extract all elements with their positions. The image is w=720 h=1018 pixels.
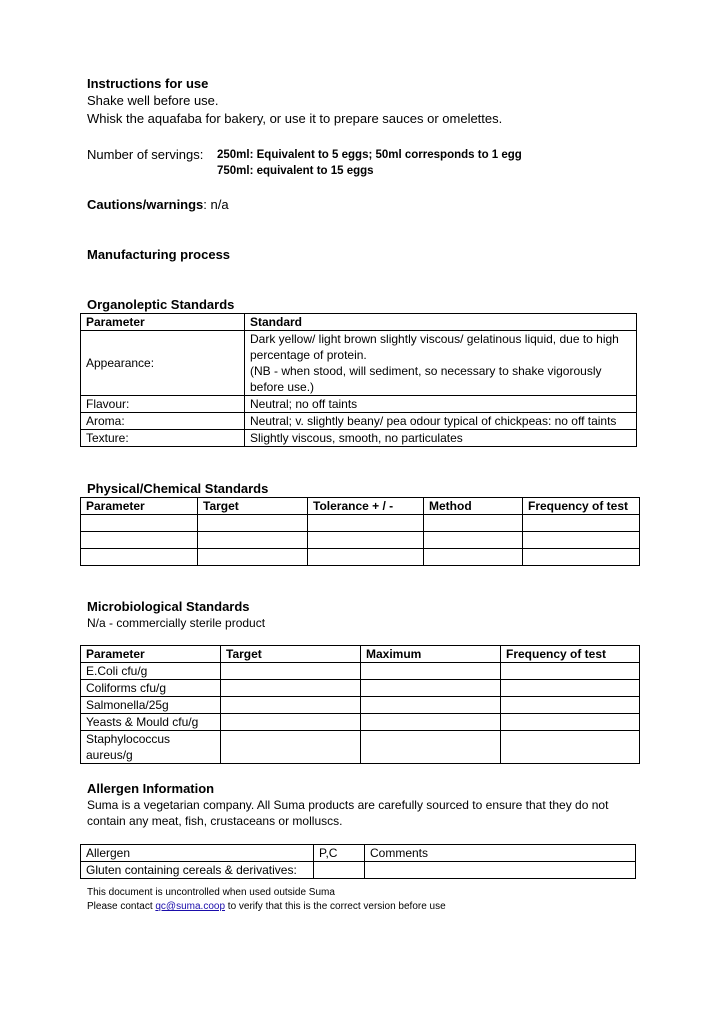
standard-note: (NB - when stood, will sediment, so necessary to shake vigorously before use.) xyxy=(250,364,602,394)
footer-prefix: Please contact xyxy=(87,901,156,912)
parameter-cell: Staphylococcus aureus/g xyxy=(81,731,221,764)
servings-value-750ml: 750ml: equivalent to 15 eggs xyxy=(217,165,374,177)
standard-cell: Neutral; no off taints xyxy=(245,396,637,413)
standard-text: Dark yellow/ light brown slightly viscous/ gelatinous liquid, due to high percentage of protein. xyxy=(250,332,619,362)
column-header: Maximum xyxy=(361,646,501,663)
standard-cell xyxy=(245,331,637,396)
instructions-line-2: Whisk the aquafaba for bakery, or use it to prepare sauces or omelettes. xyxy=(87,111,503,126)
manufacturing-heading: Manufacturing process xyxy=(87,247,231,262)
column-header: Method xyxy=(424,498,523,515)
table-row xyxy=(81,862,636,879)
servings-value-250ml: 250ml: Equivalent to 5 eggs; 50ml corresponds to 1 egg xyxy=(217,149,522,161)
parameter-cell: Yeasts & Mould cfu/g xyxy=(81,714,221,731)
allergen-text: Suma is a vegetarian company. All Suma products are carefully sourced to ensure that they do not contain any meat, fish, crustaceans or molluscs. xyxy=(87,798,609,828)
servings-values xyxy=(217,146,522,179)
physical-heading: Physical/Chemical Standards xyxy=(87,481,269,496)
organoleptic-heading: Organoleptic Standards xyxy=(87,297,235,312)
servings-label: Number of servings: xyxy=(87,147,204,162)
cautions-line xyxy=(87,196,642,214)
parameter-cell: Flavour: xyxy=(81,396,245,413)
parameter-cell: Coliforms cfu/g xyxy=(81,680,221,697)
column-header: Target xyxy=(221,646,361,663)
column-header: Standard xyxy=(245,314,637,331)
table-row xyxy=(81,663,640,680)
instructions-heading: Instructions for use xyxy=(87,76,209,91)
table-row xyxy=(81,413,637,430)
standard-cell: Slightly viscous, smooth, no particulates xyxy=(245,430,637,447)
parameter-cell: E.Coli cfu/g xyxy=(81,663,221,680)
table-row xyxy=(81,549,640,566)
table-row xyxy=(81,697,640,714)
footer-suffix: to verify that this is the correct version before use xyxy=(225,901,446,912)
instructions-line-1: Shake well before use. xyxy=(87,93,219,108)
table-header-row xyxy=(81,845,636,862)
allergen-table xyxy=(80,844,636,879)
allergen-cell: Gluten containing cereals & derivatives: xyxy=(81,862,314,879)
table-header-row xyxy=(81,498,640,515)
physical-table xyxy=(80,497,640,566)
parameter-cell: Appearance: xyxy=(81,331,245,396)
column-header: Parameter xyxy=(81,498,198,515)
column-header: Target xyxy=(198,498,308,515)
micro-table xyxy=(80,645,640,764)
column-header: Frequency of test xyxy=(523,498,640,515)
column-header: Parameter xyxy=(81,314,245,331)
micro-heading: Microbiological Standards xyxy=(87,599,250,614)
column-header: Parameter xyxy=(81,646,221,663)
footer-line-2 xyxy=(87,900,642,914)
column-header: Frequency of test xyxy=(501,646,640,663)
column-header: Tolerance + / - xyxy=(308,498,424,515)
table-row xyxy=(81,515,640,532)
table-row xyxy=(81,714,640,731)
table-header-row xyxy=(81,646,640,663)
footer-line-1: This document is uncontrolled when used outside Suma xyxy=(87,887,335,898)
micro-note: N/a - commercially sterile product xyxy=(87,616,266,630)
column-header: Allergen xyxy=(81,845,314,862)
table-header-row xyxy=(81,314,637,331)
parameter-cell: Salmonella/25g xyxy=(81,697,221,714)
table-row xyxy=(81,680,640,697)
cautions-label: Cautions/warnings xyxy=(87,197,204,212)
allergen-heading: Allergen Information xyxy=(87,781,215,796)
standard-cell: Neutral; v. slightly beany/ pea odour typical of chickpeas: no off taints xyxy=(245,413,637,430)
document-page xyxy=(87,75,642,914)
column-header: P,C xyxy=(314,845,365,862)
parameter-cell: Texture: xyxy=(81,430,245,447)
email-link[interactable]: qc@suma.coop xyxy=(155,901,226,912)
table-row xyxy=(81,532,640,549)
servings-block xyxy=(87,146,642,179)
table-row xyxy=(81,396,637,413)
table-row xyxy=(81,430,637,447)
organoleptic-table xyxy=(80,313,637,447)
table-row xyxy=(81,731,640,764)
parameter-cell: Aroma: xyxy=(81,413,245,430)
cautions-value: : n/a xyxy=(203,197,229,212)
column-header: Comments xyxy=(365,845,636,862)
footer xyxy=(87,886,642,914)
table-row xyxy=(81,331,637,396)
